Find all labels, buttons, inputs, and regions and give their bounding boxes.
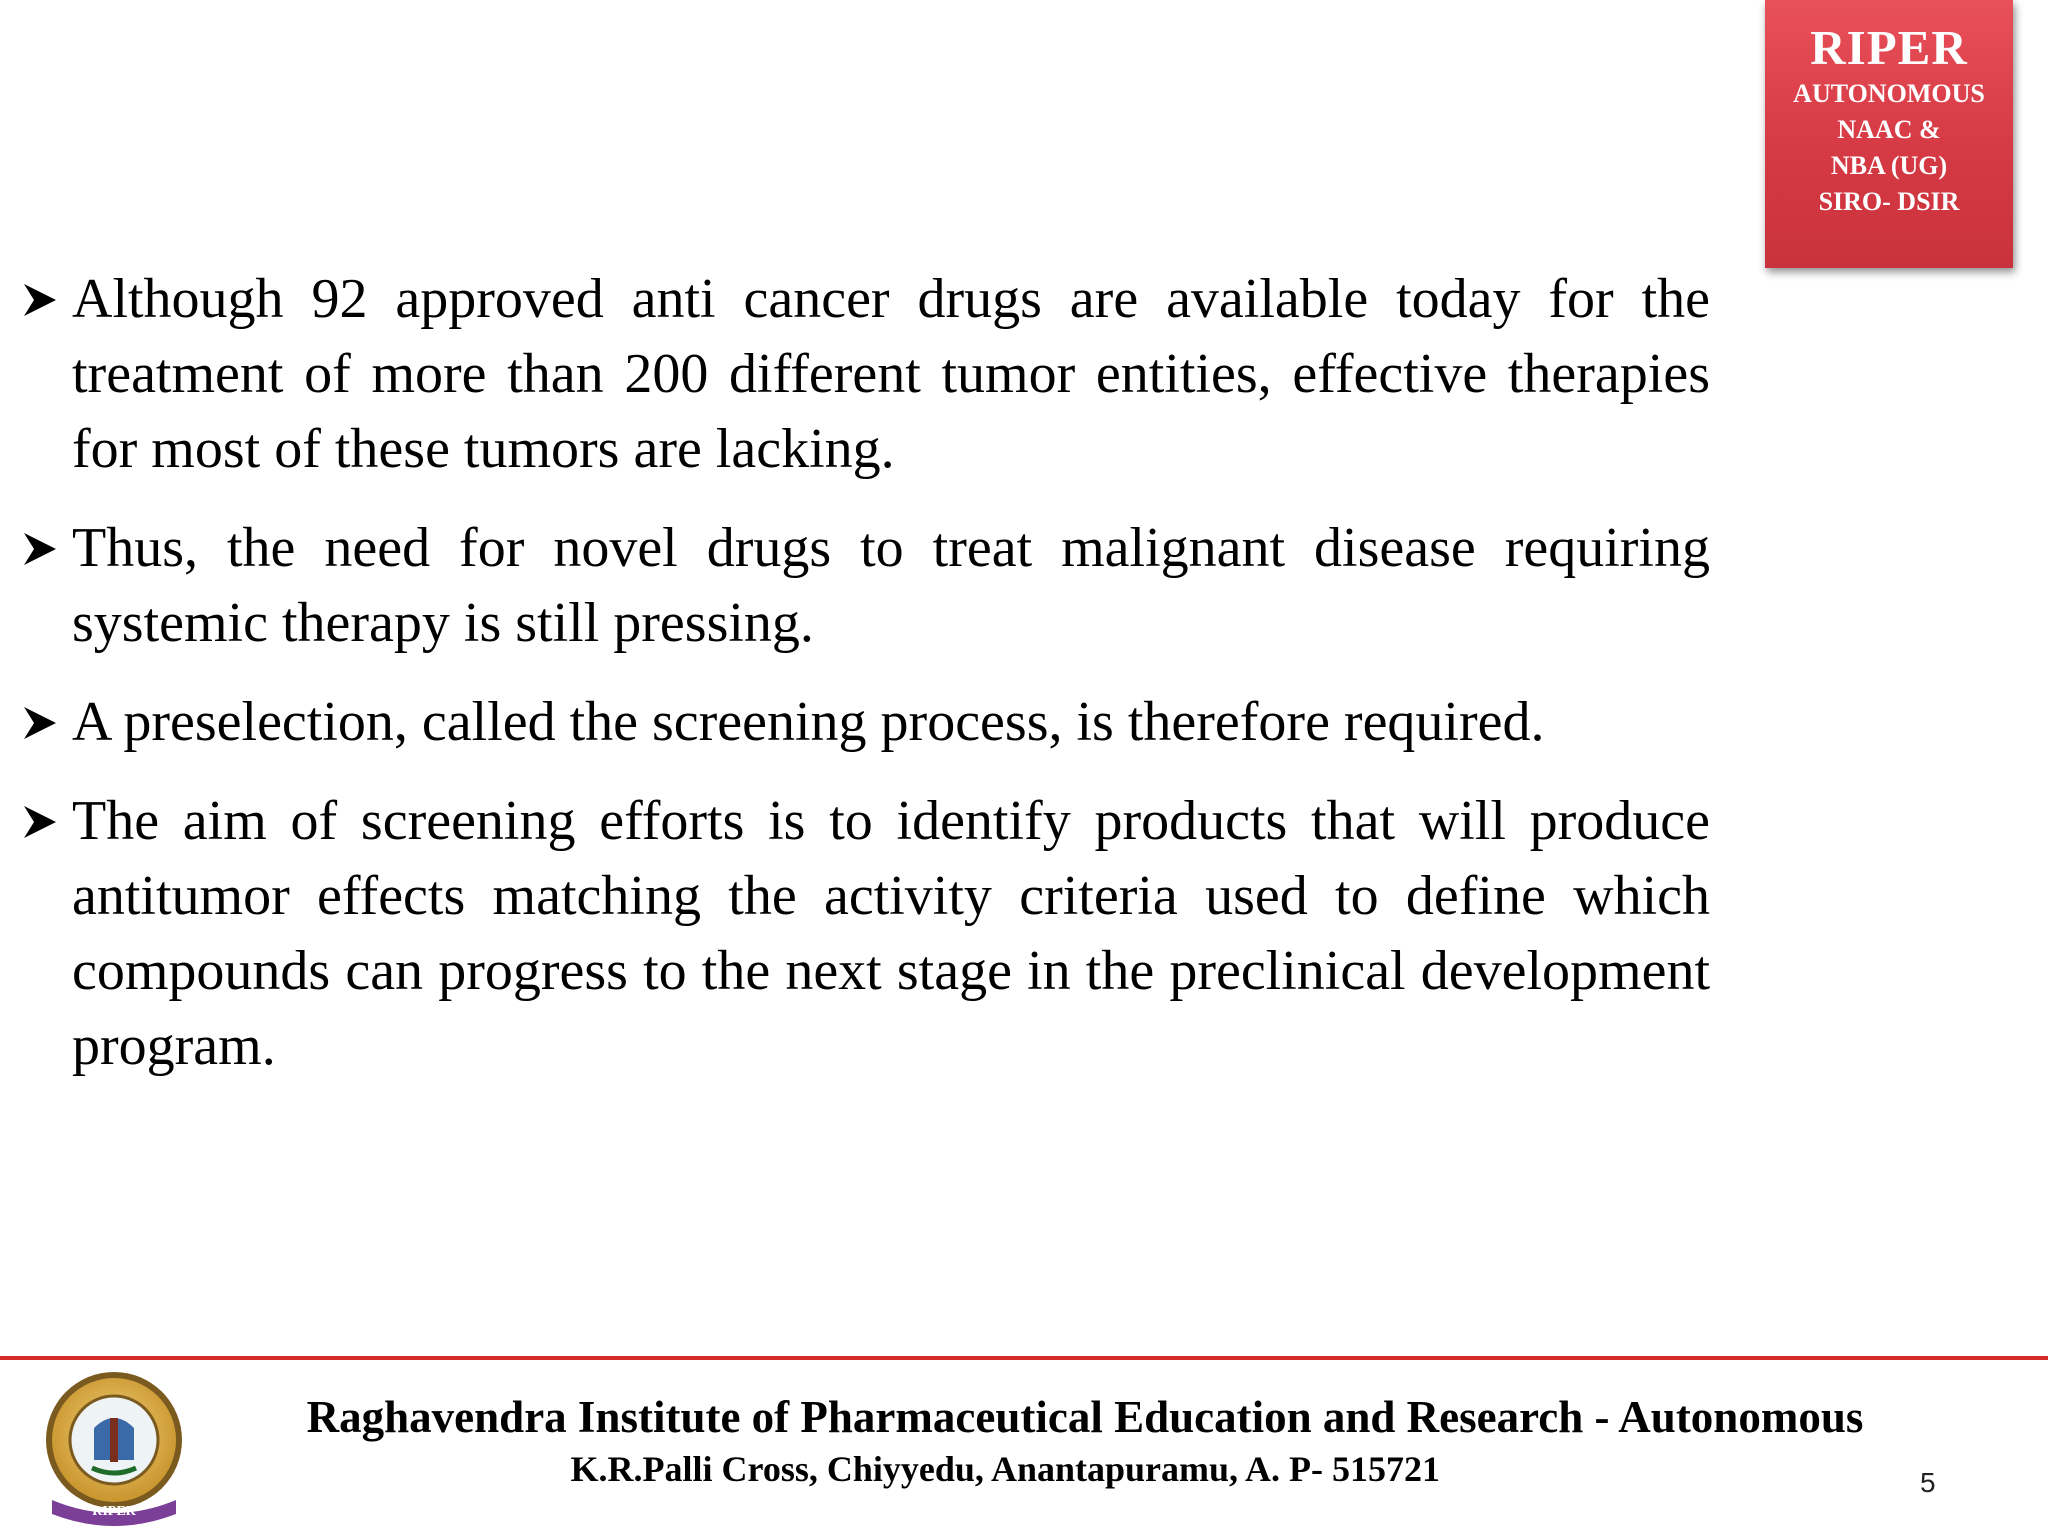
institution-logo-icon xyxy=(40,1368,188,1526)
arrowhead-bullet-icon xyxy=(22,262,72,337)
bullet-text: Although 92 approved anti cancer drugs are available today for the treatment of more than 200 different tumor entities, effective therapies for most of these tumors are lacking. xyxy=(72,268,1710,480)
bullet-item xyxy=(22,511,1710,661)
badge-line-nba: NBA (UG) xyxy=(1830,151,1948,180)
badge-line-siro: SIRO- DSIR xyxy=(1818,187,1960,216)
bullet-item xyxy=(22,784,1710,1084)
badge-line-autonomous: AUTONOMOUS xyxy=(1793,79,1985,108)
logo-ribbon-text: RIPER xyxy=(92,1504,136,1519)
arrowhead-bullet-icon xyxy=(22,511,72,586)
riper-badge xyxy=(1765,0,2013,268)
institution-name: Raghavendra Institute of Pharmaceutical Education and Research - Autonomous xyxy=(306,1392,1864,1442)
bullet-text: The aim of screening efforts is to identify products that will produce antitumor effects matching the activity criteria used to define which compounds can progress to the next stage in the preclinical development program. xyxy=(72,790,1710,1077)
footer-divider xyxy=(0,1356,2048,1360)
institution-address: K.R.Palli Cross, Chiyyedu, Anantapuramu, A. P- 515721 xyxy=(570,1449,1440,1489)
badge-line-naac: NAAC & xyxy=(1837,115,1941,144)
badge-title: RIPER xyxy=(1810,20,1968,75)
arrowhead-bullet-icon xyxy=(22,685,72,760)
page-number: 5 xyxy=(1920,1467,1936,1498)
arrowhead-bullet-icon xyxy=(22,784,72,859)
bullet-text: A preselection, called the screening process, is therefore required. xyxy=(72,691,1545,753)
bullet-item xyxy=(22,262,1710,487)
bullet-text: Thus, the need for novel drugs to treat malignant disease requiring systemic therapy is still pressing. xyxy=(72,517,1710,654)
bullet-list xyxy=(22,262,1710,1108)
bullet-item xyxy=(22,685,1710,760)
